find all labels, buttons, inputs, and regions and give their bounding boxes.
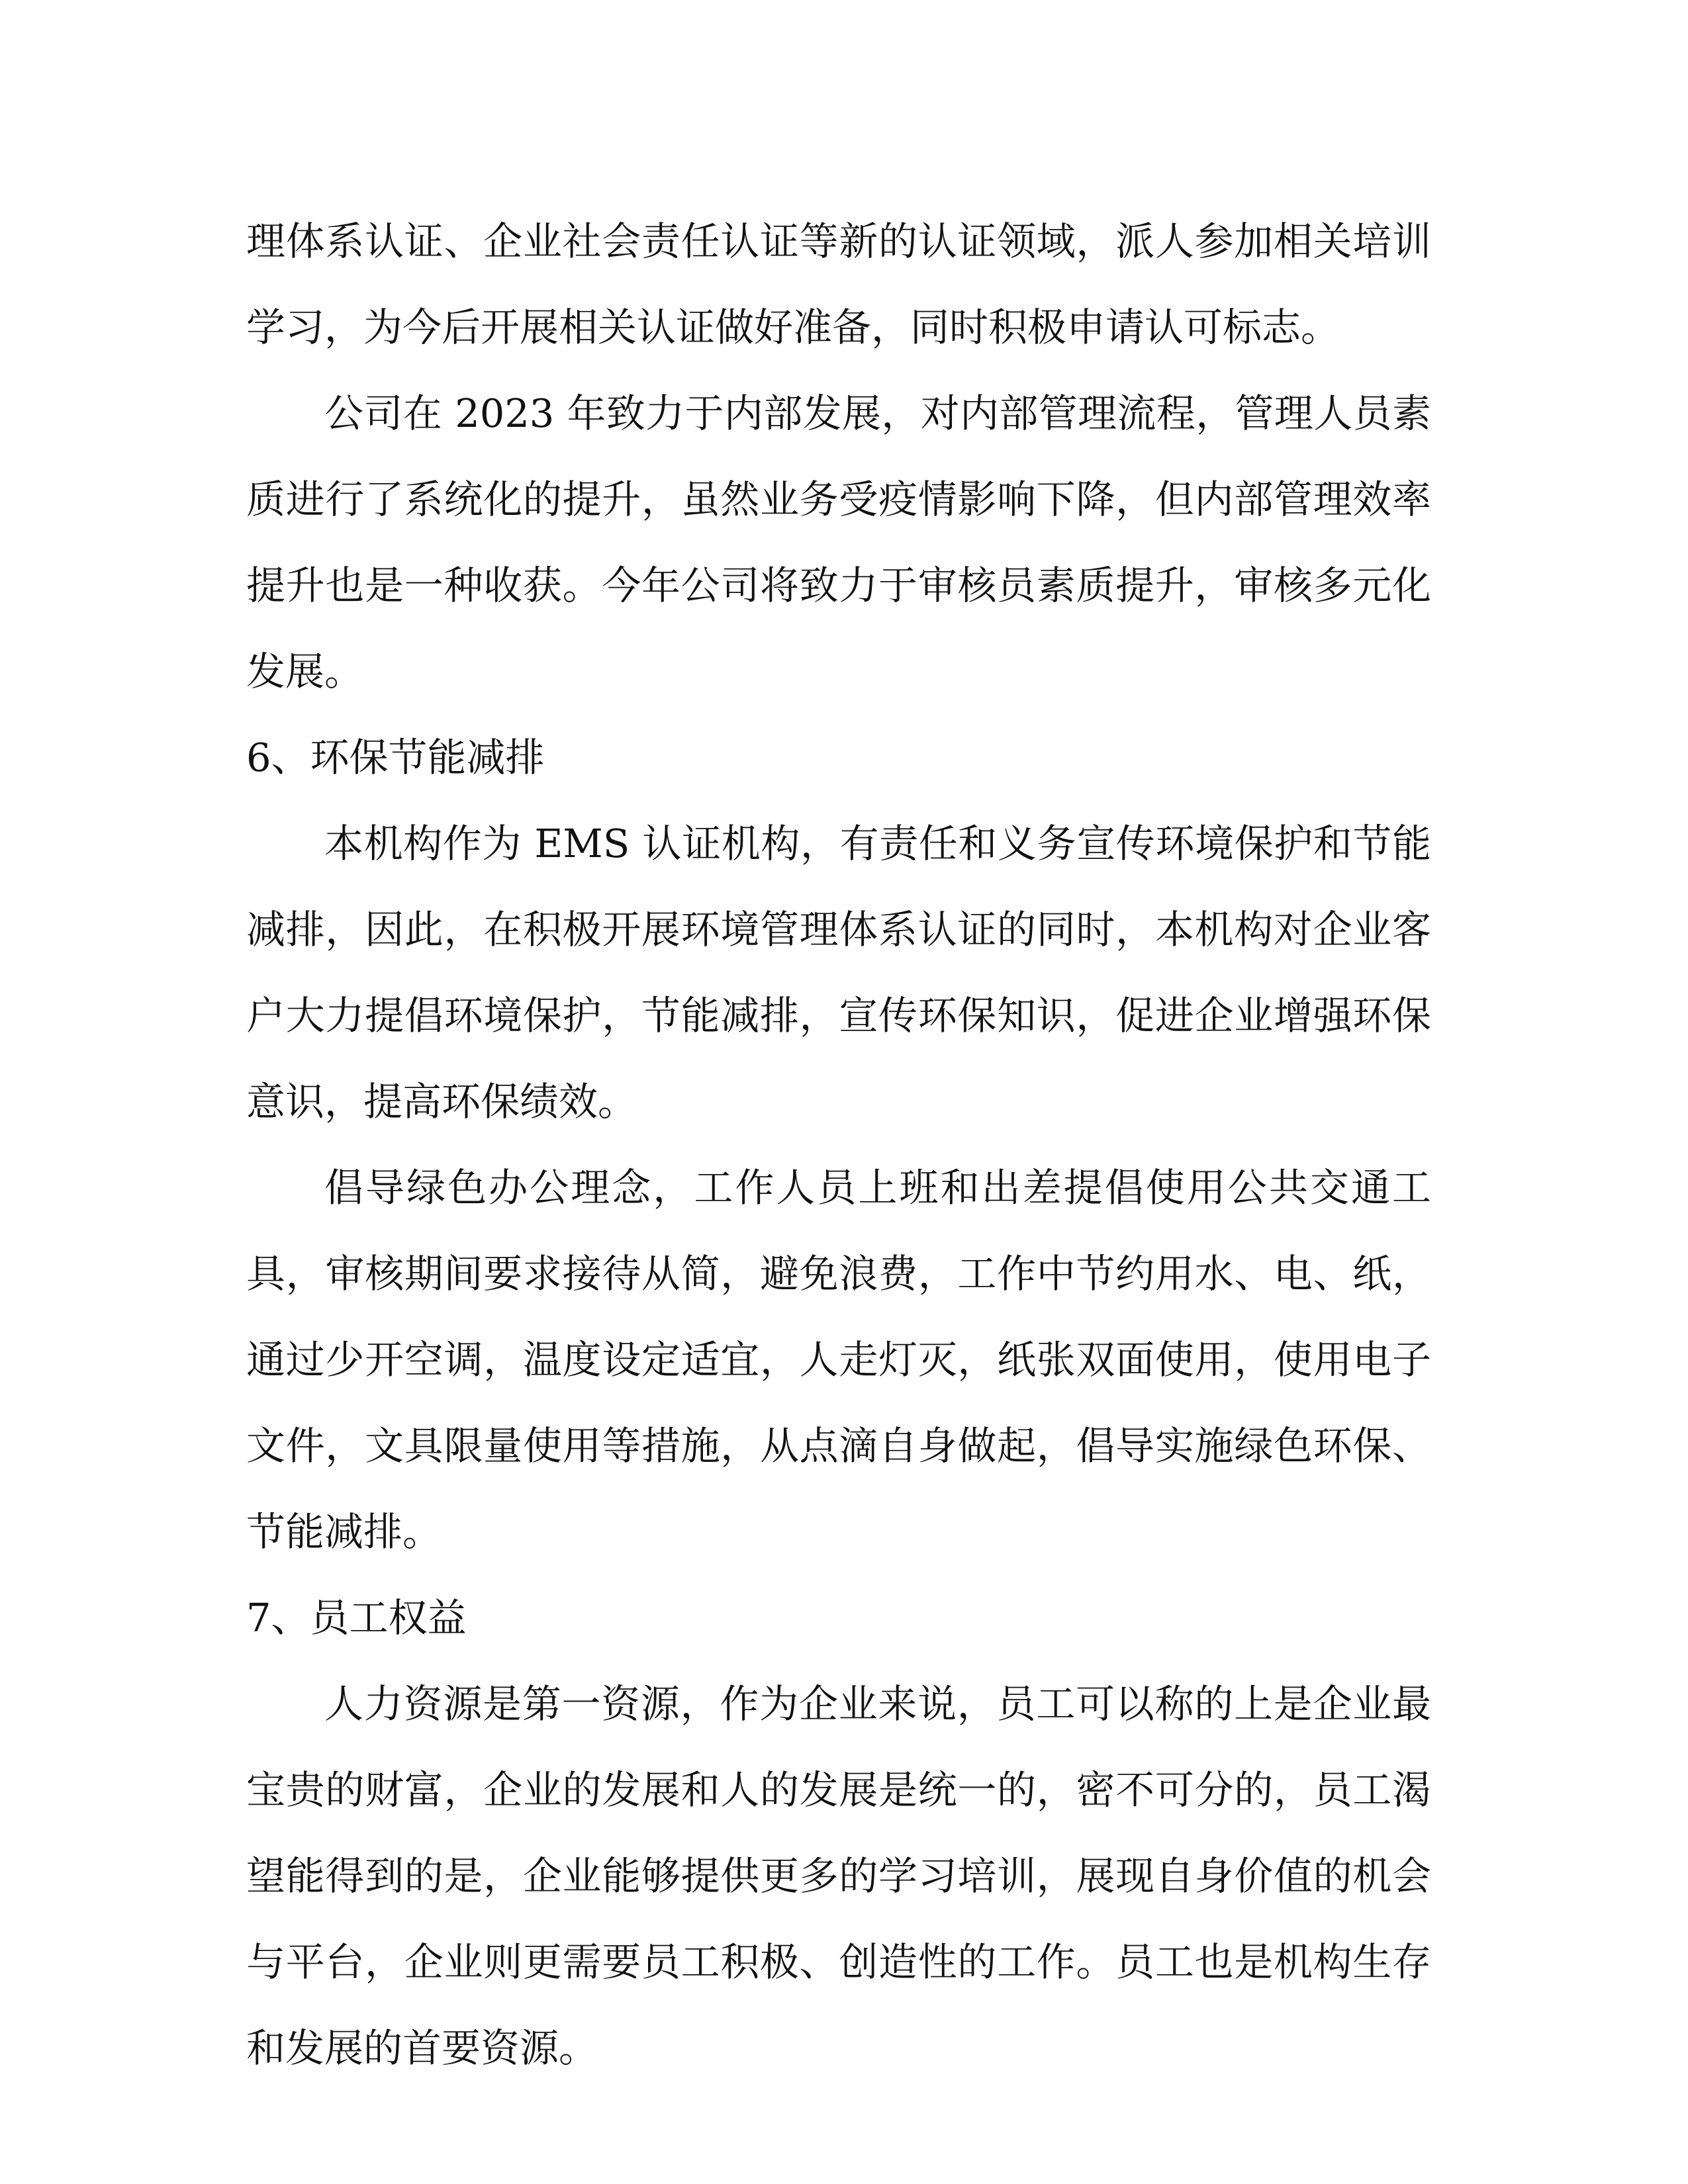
paragraph-continuation: 理体系认证、企业社会责任认证等新的认证领域，派人参加相关培训学习，为今后开展相关认证做好准备，同时积极申请认可标志。 [246,218,1431,350]
document-body [246,199,1431,2091]
section-heading-environmental: 6、环保节能减排 [246,735,545,780]
paragraph-internal-development: 公司在 2023 年致力于内部发展，对内部管理流程，管理人员素质进行了系统化的提升，虽然业务受疫情影响下降，但内部管理效率提升也是一种收获。今年公司将致力于审核员素质提升，审核多元化发展。 [246,390,1431,694]
paragraph-human-resources: 人力资源是第一资源，作为企业来说，员工可以称的上是企业最宝贵的财富，企业的发展和人的发展是统一的，密不可分的，员工渴望能得到的是，企业能够提供更多的学习培训，展现自身价值的机会与平台，企业则更需要员工积极、创造性的工作。员工也是机构生存和发展的首要资源。 [246,1681,1431,2071]
paragraph-ems-responsibility: 本机构作为 EMS 认证机构，有责任和义务宣传环境保护和节能减排，因此，在积极开展环境管理体系认证的同时，本机构对企业客户大力提倡环境保护，节能减排，宣传环保知识，促进企业增强环保意识，提高环保绩效。 [246,821,1431,1124]
section-heading-employee-rights: 7、员工权益 [246,1595,467,1641]
paragraph-green-office: 倡导绿色办公理念，工作人员上班和出差提倡使用公共交通工具，审核期间要求接待从简，避免浪费，工作中节约用水、电、纸，通过少开空调，温度设定适宜，人走灯灭，纸张双面使用，使用电子文件，文具限量使用等措施，从点滴自身做起，倡导实施绿色环保、节能减排。 [246,1165,1431,1555]
